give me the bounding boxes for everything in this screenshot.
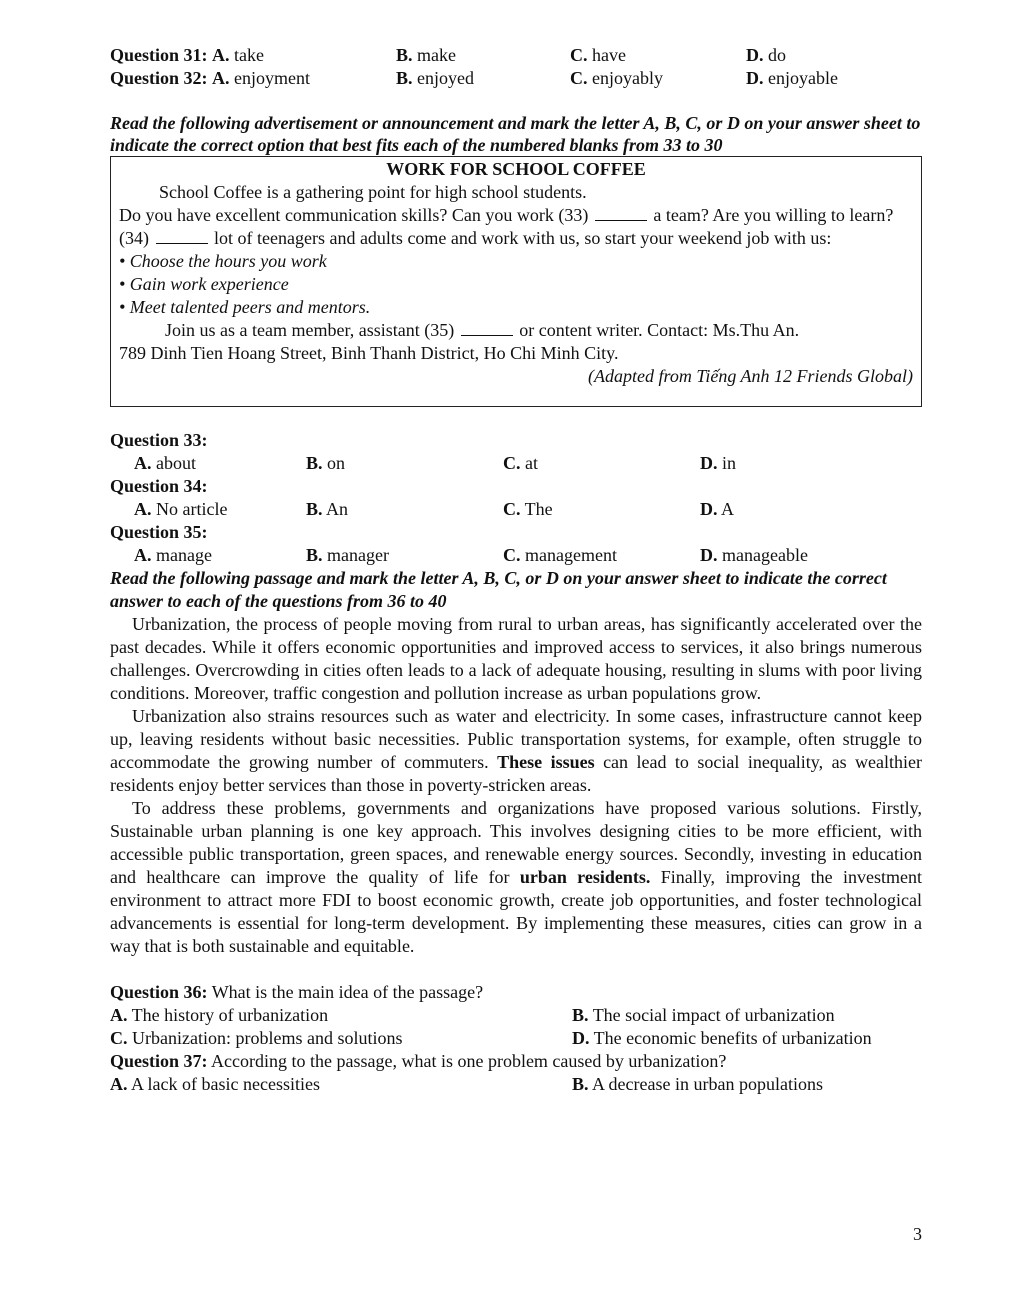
option-b[interactable]: on	[322, 453, 346, 473]
question-number: Question 33:	[110, 430, 208, 450]
option-letter: B.	[572, 1074, 589, 1094]
question-number: Question 34:	[110, 476, 208, 496]
question-number: Question 32:	[110, 68, 208, 88]
ad-bullet: • Choose the hours you work	[119, 251, 327, 271]
blank-34[interactable]	[156, 229, 208, 244]
ad-bullet: • Gain work experience	[119, 274, 289, 294]
exam-page	[110, 44, 922, 1096]
question-number: Question 37:	[110, 1051, 208, 1071]
blank-33[interactable]	[595, 206, 647, 221]
option-letter: D.	[700, 453, 718, 473]
option-letter: A.	[134, 499, 152, 519]
advertisement-box	[110, 156, 922, 407]
option-letter: C.	[503, 545, 521, 565]
option-letter: B.	[306, 545, 323, 565]
option-letter: C.	[570, 68, 588, 88]
option-letter: D.	[746, 68, 764, 88]
ad-text: Join us as a team member, assistant (35)	[165, 320, 459, 340]
option-c[interactable]: have	[587, 45, 626, 65]
ad-source: (Adapted from Tiếng Anh 12 Friends Global)	[588, 366, 913, 386]
option-d[interactable]: do	[763, 45, 786, 65]
option-a[interactable]: enjoyment	[229, 68, 310, 88]
passage-text: can lead to social inequality, as wealthier residents enjoy better services than those in poverty-stricken areas.	[110, 752, 923, 795]
option-letter: B.	[306, 499, 323, 519]
option-letter: A.	[134, 545, 152, 565]
instruction-33-35: Read the following advertisement or announcement and mark the letter A, B, C, or D on your answer sheet to indicate the correct option that best fits each of the numbered blanks from 33 to 30	[110, 113, 921, 155]
passage-text: Finally, improving the investment environment to attract more FDI to boost economic growth, create job opportunities, and foster technological advancements is essential for long-term development. By implementing these measures, cities can grow in a way that is both sustainable and equitable.	[110, 867, 922, 956]
question-text: According to the passage, what is one problem caused by urbanization?	[207, 1051, 727, 1071]
option-d[interactable]: A	[717, 499, 735, 519]
option-letter: D.	[746, 45, 764, 65]
ad-address: 789 Dinh Tien Hoang Street, Binh Thanh District, Ho Chi Minh City.	[119, 343, 619, 363]
question-number: Question 35:	[110, 522, 208, 542]
passage-paragraph-2	[110, 705, 922, 797]
option-letter: B.	[306, 453, 323, 473]
option-letter: B.	[396, 68, 413, 88]
ad-bullet: • Meet talented peers and mentors.	[119, 297, 371, 317]
option-letter: C.	[503, 453, 521, 473]
option-letter: B.	[572, 1005, 589, 1025]
option-c[interactable]: Urbanization: problems and solutions	[127, 1028, 403, 1048]
option-a[interactable]: about	[151, 453, 196, 473]
option-b[interactable]: enjoyed	[412, 68, 474, 88]
question-36	[110, 981, 922, 1050]
option-letter: D.	[700, 545, 718, 565]
option-a[interactable]: manage	[151, 545, 212, 565]
highlighted-phrase: urban residents.	[519, 867, 651, 887]
option-a[interactable]: A lack of basic necessities	[127, 1074, 320, 1094]
option-letter: C.	[570, 45, 588, 65]
question-33	[110, 429, 922, 475]
option-letter: A.	[110, 1005, 128, 1025]
ad-text: a team? Are you willing to learn?	[648, 205, 894, 225]
option-letter: C.	[503, 499, 521, 519]
blank-35[interactable]	[461, 321, 513, 336]
option-a[interactable]: take	[229, 45, 264, 65]
option-a[interactable]: The history of urbanization	[127, 1005, 329, 1025]
question-number: Question 31:	[110, 45, 208, 65]
question-37	[110, 1050, 922, 1096]
option-b[interactable]: manager	[322, 545, 389, 565]
option-letter: D.	[700, 499, 718, 519]
option-c[interactable]: The	[520, 499, 553, 519]
option-letter: A.	[212, 45, 230, 65]
question-31	[110, 44, 922, 67]
option-letter: A.	[134, 453, 152, 473]
option-b[interactable]: A decrease in urban populations	[588, 1074, 823, 1094]
option-c[interactable]: enjoyably	[587, 68, 663, 88]
option-b[interactable]: An	[322, 499, 349, 519]
option-c[interactable]: at	[520, 453, 538, 473]
question-32	[110, 67, 922, 90]
option-d[interactable]: manageable	[717, 545, 808, 565]
highlighted-phrase: These issues	[497, 752, 595, 772]
option-b[interactable]: The social impact of urbanization	[588, 1005, 835, 1025]
ad-text: Do you have excellent communication skills? Can you work (33)	[119, 205, 593, 225]
option-letter: C.	[110, 1028, 128, 1048]
question-number: Question 36:	[110, 982, 208, 1002]
ad-text: or content writer. Contact: Ms.Thu An.	[514, 320, 800, 340]
ad-title: WORK FOR SCHOOL COFFEE	[386, 159, 646, 179]
option-b[interactable]: make	[412, 45, 456, 65]
option-letter: B.	[396, 45, 413, 65]
ad-text: lot of teenagers and adults come and work with us, so start your weekend job with us:	[209, 228, 832, 248]
passage-text: Urbanization also strains resources such as water and electricity. In some cases, infrastructure cannot keep up, leaving residents without basic necessities. Public transportation systems, for example, often struggle to accommodate the growing number of commuters.	[110, 706, 922, 772]
question-text: What is the main idea of the passage?	[207, 982, 484, 1002]
passage-paragraph-3	[110, 797, 922, 958]
option-a[interactable]: No article	[151, 499, 228, 519]
ad-line-33	[119, 204, 913, 227]
instruction-36-40: Read the following passage and mark the letter A, B, C, or D on your answer sheet to indicate the correct answer to each of the questions from 36 to 40	[110, 568, 887, 611]
ad-line: School Coffee is a gathering point for high school students.	[159, 182, 587, 202]
question-35	[110, 521, 922, 567]
option-d[interactable]: enjoyable	[763, 68, 838, 88]
page-number: 3	[913, 1224, 922, 1244]
question-34	[110, 475, 922, 521]
option-c[interactable]: management	[520, 545, 617, 565]
ad-text: (34)	[119, 228, 154, 248]
passage-text: To address these problems, governments and organizations have proposed various solutions. Firstly, Sustainable urban planning is one key approach. This involves designing cities to be more efficient, with accessible public transportation, green spaces, and renewable energy sources. Secondly, investing in education and healthcare can improve the quality of life for	[110, 798, 922, 887]
option-letter: D.	[572, 1028, 590, 1048]
option-d[interactable]: The economic benefits of urbanization	[589, 1028, 872, 1048]
ad-line-35	[119, 319, 913, 342]
ad-line-34	[119, 227, 913, 250]
passage-paragraph-1: Urbanization, the process of people moving from rural to urban areas, has significantly accelerated over the past decades. While it offers economic opportunities and improved access to services, it also brings numerous challenges. Overcrowding in cities often leads to a lack of adequate housing, resulting in slums with poor living conditions. Moreover, traffic congestion and pollution increase as urban populations grow.	[110, 614, 922, 703]
option-letter: A.	[110, 1074, 128, 1094]
option-letter: A.	[212, 68, 230, 88]
option-d[interactable]: in	[717, 453, 737, 473]
